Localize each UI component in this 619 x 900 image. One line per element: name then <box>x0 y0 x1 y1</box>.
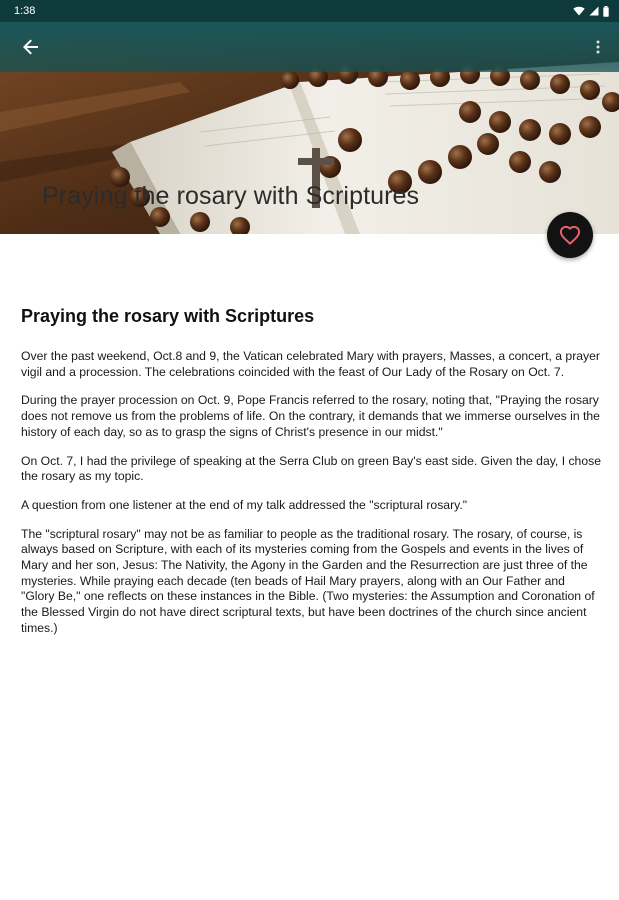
article-paragraph: During the prayer procession on Oct. 9, Pope Francis referred to the rosary, noting that, "Praying the rosary does not remove us from the problems of life. On the contrary, it demands that we immerse ourselves in the history of each day, so as to grasp the signs of Christ's presence in our midst." <box>21 393 600 439</box>
status-icons <box>573 6 609 17</box>
more-vert-icon <box>596 40 600 54</box>
article-paragraph: On Oct. 7, I had the privilege of speaking at the Serra Club on green Bay's east side. Given the day, I chose the rosary as my topic. <box>21 453 601 484</box>
toolbar <box>0 22 619 72</box>
favorite-button[interactable] <box>547 212 593 258</box>
signal-icon <box>589 6 599 16</box>
wifi-icon <box>573 6 585 16</box>
back-button[interactable] <box>16 34 46 60</box>
header-title: Praying the rosary with Scriptures <box>42 182 420 210</box>
article-paragraph: A question from one listener at the end of my talk addressed the "scriptural rosary." <box>21 497 468 512</box>
more-options-button[interactable] <box>591 34 605 60</box>
arrow-back-icon <box>23 39 39 55</box>
battery-icon <box>603 6 609 17</box>
header-image <box>0 22 619 234</box>
article-paragraph: Over the past weekend, Oct.8 and 9, the Vatican celebrated Mary with prayers, Masses, a concert, a prayer vigil and a procession. The celebrations coincided with the feast of Our Lady of the Rosary on Oct. 7. <box>21 349 600 379</box>
article-paragraph: The "scriptural rosary" may not be as familiar to people as the traditional rosary. The rosary, of course, is always based on Scripture, with each of its mysteries coming from the Gospels and events in the lives of Mary and her son, Jesus: The Nativity, the Agony in the Garden and the Resurrection are just three of the mysteries. While praying each decade (ten beads of Hail Mary prayers, along with an Our Father and "Glory Be," one reflects on these instances in the Bible. (Two mysteries: the Assumption and Coronation of the Blessed Virgin do not have direct scriptural texts, but have been doctrines of the church since ancient times.) <box>21 526 595 635</box>
article-body <box>21 306 601 650</box>
status-bar <box>0 0 619 22</box>
heart-outline-icon <box>559 225 581 245</box>
status-time: 1:38 <box>14 5 36 17</box>
article-title: Praying the rosary with Scriptures <box>21 306 315 326</box>
